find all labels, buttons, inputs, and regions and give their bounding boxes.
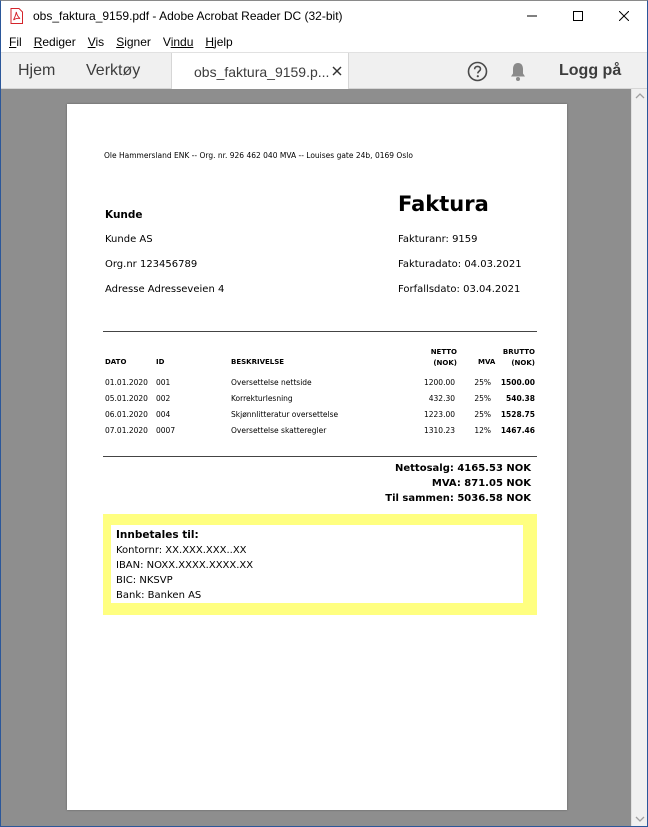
tab-home[interactable]: Hjem bbox=[18, 62, 56, 79]
row-net: 1200.00 bbox=[423, 378, 455, 387]
menu-help-mnemonic: H bbox=[205, 34, 215, 49]
row-description: Skjønnlitteratur oversettelse bbox=[231, 410, 339, 419]
col-net-label: NETTO bbox=[430, 348, 457, 356]
customer-heading: Kunde bbox=[105, 209, 143, 221]
tab-document-label: obs_faktura_9159.p... bbox=[194, 64, 330, 80]
row-id: 0007 bbox=[156, 426, 176, 435]
maximize-icon bbox=[573, 11, 583, 21]
title-bar bbox=[1, 1, 647, 31]
payment-details bbox=[111, 525, 523, 603]
row-description: Korrekturlesning bbox=[231, 394, 293, 403]
invoice-date: Fakturadato: 04.03.2021 bbox=[398, 259, 522, 270]
menu-help-label: jelp bbox=[214, 34, 233, 49]
col-vat: MVA bbox=[478, 358, 496, 366]
vat-total: MVA: 871.05 NOK bbox=[431, 478, 531, 489]
row-net: 432.30 bbox=[428, 394, 455, 403]
menu-sign-mnemonic: S bbox=[116, 34, 125, 49]
menu-view-label: is bbox=[95, 34, 105, 49]
sender-line: Ole Hammersland ENK -- Org. nr. 926 462 040 MVA -- Louises gate 24b, 0169 Oslo bbox=[104, 151, 413, 160]
payment-bank: Bank: Banken AS bbox=[116, 590, 202, 601]
row-date: 05.01.2020 bbox=[105, 394, 148, 403]
row-gross: 1528.75 bbox=[500, 410, 535, 419]
row-gross: 1500.00 bbox=[500, 378, 535, 387]
row-gross: 1467.46 bbox=[500, 426, 535, 435]
row-vat: 25% bbox=[474, 410, 491, 419]
row-id: 002 bbox=[156, 394, 171, 403]
invoice-number: Fakturanr: 9159 bbox=[398, 234, 478, 245]
customer-name: Kunde AS bbox=[105, 234, 153, 245]
row-vat: 25% bbox=[474, 378, 491, 387]
row-vat: 12% bbox=[474, 426, 491, 435]
row-date: 07.01.2020 bbox=[105, 426, 148, 435]
menu-help[interactable] bbox=[205, 35, 232, 49]
customer-org: Org.nr 123456789 bbox=[105, 259, 198, 270]
close-icon[interactable] bbox=[332, 66, 342, 76]
menu-view[interactable] bbox=[88, 35, 104, 49]
menu-window-label: indu bbox=[170, 34, 194, 49]
customer-address: Adresse Adresseveien 4 bbox=[105, 284, 225, 295]
tab-tools[interactable]: Verktøy bbox=[86, 62, 141, 79]
divider bbox=[103, 331, 537, 332]
col-date: DATO bbox=[105, 358, 127, 366]
help-circle-icon[interactable] bbox=[467, 61, 488, 82]
window-title: obs_faktura_9159.pdf - Adobe Acrobat Reader DC (32-bit) bbox=[33, 9, 343, 23]
tab-document[interactable] bbox=[171, 53, 349, 90]
net-sales-total: Nettosalg: 4165.53 NOK bbox=[395, 463, 531, 474]
col-id: ID bbox=[156, 358, 165, 366]
chevron-down-icon[interactable] bbox=[635, 815, 645, 823]
menu-view-mnemonic: V bbox=[87, 34, 96, 49]
row-id: 004 bbox=[156, 410, 171, 419]
payment-box bbox=[103, 514, 537, 615]
tab-bar bbox=[1, 52, 647, 89]
payment-iban: IBAN: NOXX.XXXX.XXXX.XX bbox=[116, 560, 254, 571]
col-net-unit: (NOK) bbox=[433, 359, 457, 367]
col-gross-unit: (NOK) bbox=[511, 359, 535, 367]
acrobat-pdf-icon bbox=[10, 8, 23, 24]
col-description: BESKRIVELSE bbox=[231, 358, 285, 366]
close-icon bbox=[619, 11, 629, 21]
row-vat: 25% bbox=[474, 394, 491, 403]
row-date: 06.01.2020 bbox=[105, 410, 148, 419]
col-net bbox=[417, 347, 457, 369]
menu-file-mnemonic: F bbox=[9, 34, 17, 49]
chevron-up-icon[interactable] bbox=[635, 92, 645, 100]
minimize-button[interactable] bbox=[509, 1, 555, 31]
row-date: 01.01.2020 bbox=[105, 378, 148, 387]
login-button[interactable]: Logg på bbox=[559, 62, 622, 79]
maximize-button[interactable] bbox=[555, 1, 601, 31]
menu-sign-label: igner bbox=[124, 34, 151, 49]
payment-heading: Innbetales til: bbox=[116, 529, 199, 541]
vertical-scrollbar[interactable] bbox=[631, 89, 647, 827]
row-net: 1223.00 bbox=[423, 410, 455, 419]
menu-file[interactable] bbox=[9, 35, 22, 49]
row-net: 1310.23 bbox=[423, 426, 455, 435]
col-gross bbox=[495, 347, 535, 369]
menu-file-label: il bbox=[16, 34, 22, 49]
grand-total: Til sammen: 5036.58 NOK bbox=[385, 493, 531, 504]
minimize-icon bbox=[527, 11, 537, 21]
menu-sign[interactable] bbox=[116, 35, 151, 49]
menu-edit-label: ediger bbox=[42, 34, 76, 49]
invoice-title: Faktura bbox=[398, 192, 489, 216]
payment-account: Kontornr: XX.XXX.XXX..XX bbox=[116, 545, 247, 556]
menu-edit-mnemonic: R bbox=[33, 34, 43, 49]
row-gross: 540.38 bbox=[506, 394, 535, 403]
divider bbox=[103, 456, 537, 457]
row-id: 001 bbox=[156, 378, 171, 387]
document-viewport[interactable] bbox=[1, 89, 631, 827]
col-gross-label: BRUTTO bbox=[502, 348, 535, 356]
pdf-page bbox=[67, 104, 567, 810]
invoice-due-date: Forfallsdato: 03.04.2021 bbox=[398, 284, 521, 295]
menu-bar bbox=[1, 31, 647, 52]
close-window-button[interactable] bbox=[601, 1, 647, 31]
menu-window-first: V bbox=[162, 34, 171, 49]
row-description: Oversettelse skatteregler bbox=[231, 426, 327, 435]
payment-bic: BIC: NKSVP bbox=[116, 575, 173, 586]
bell-icon[interactable] bbox=[508, 61, 528, 82]
menu-window[interactable] bbox=[163, 35, 193, 49]
row-description: Oversettelse nettside bbox=[231, 378, 312, 387]
menu-edit[interactable] bbox=[34, 35, 76, 49]
